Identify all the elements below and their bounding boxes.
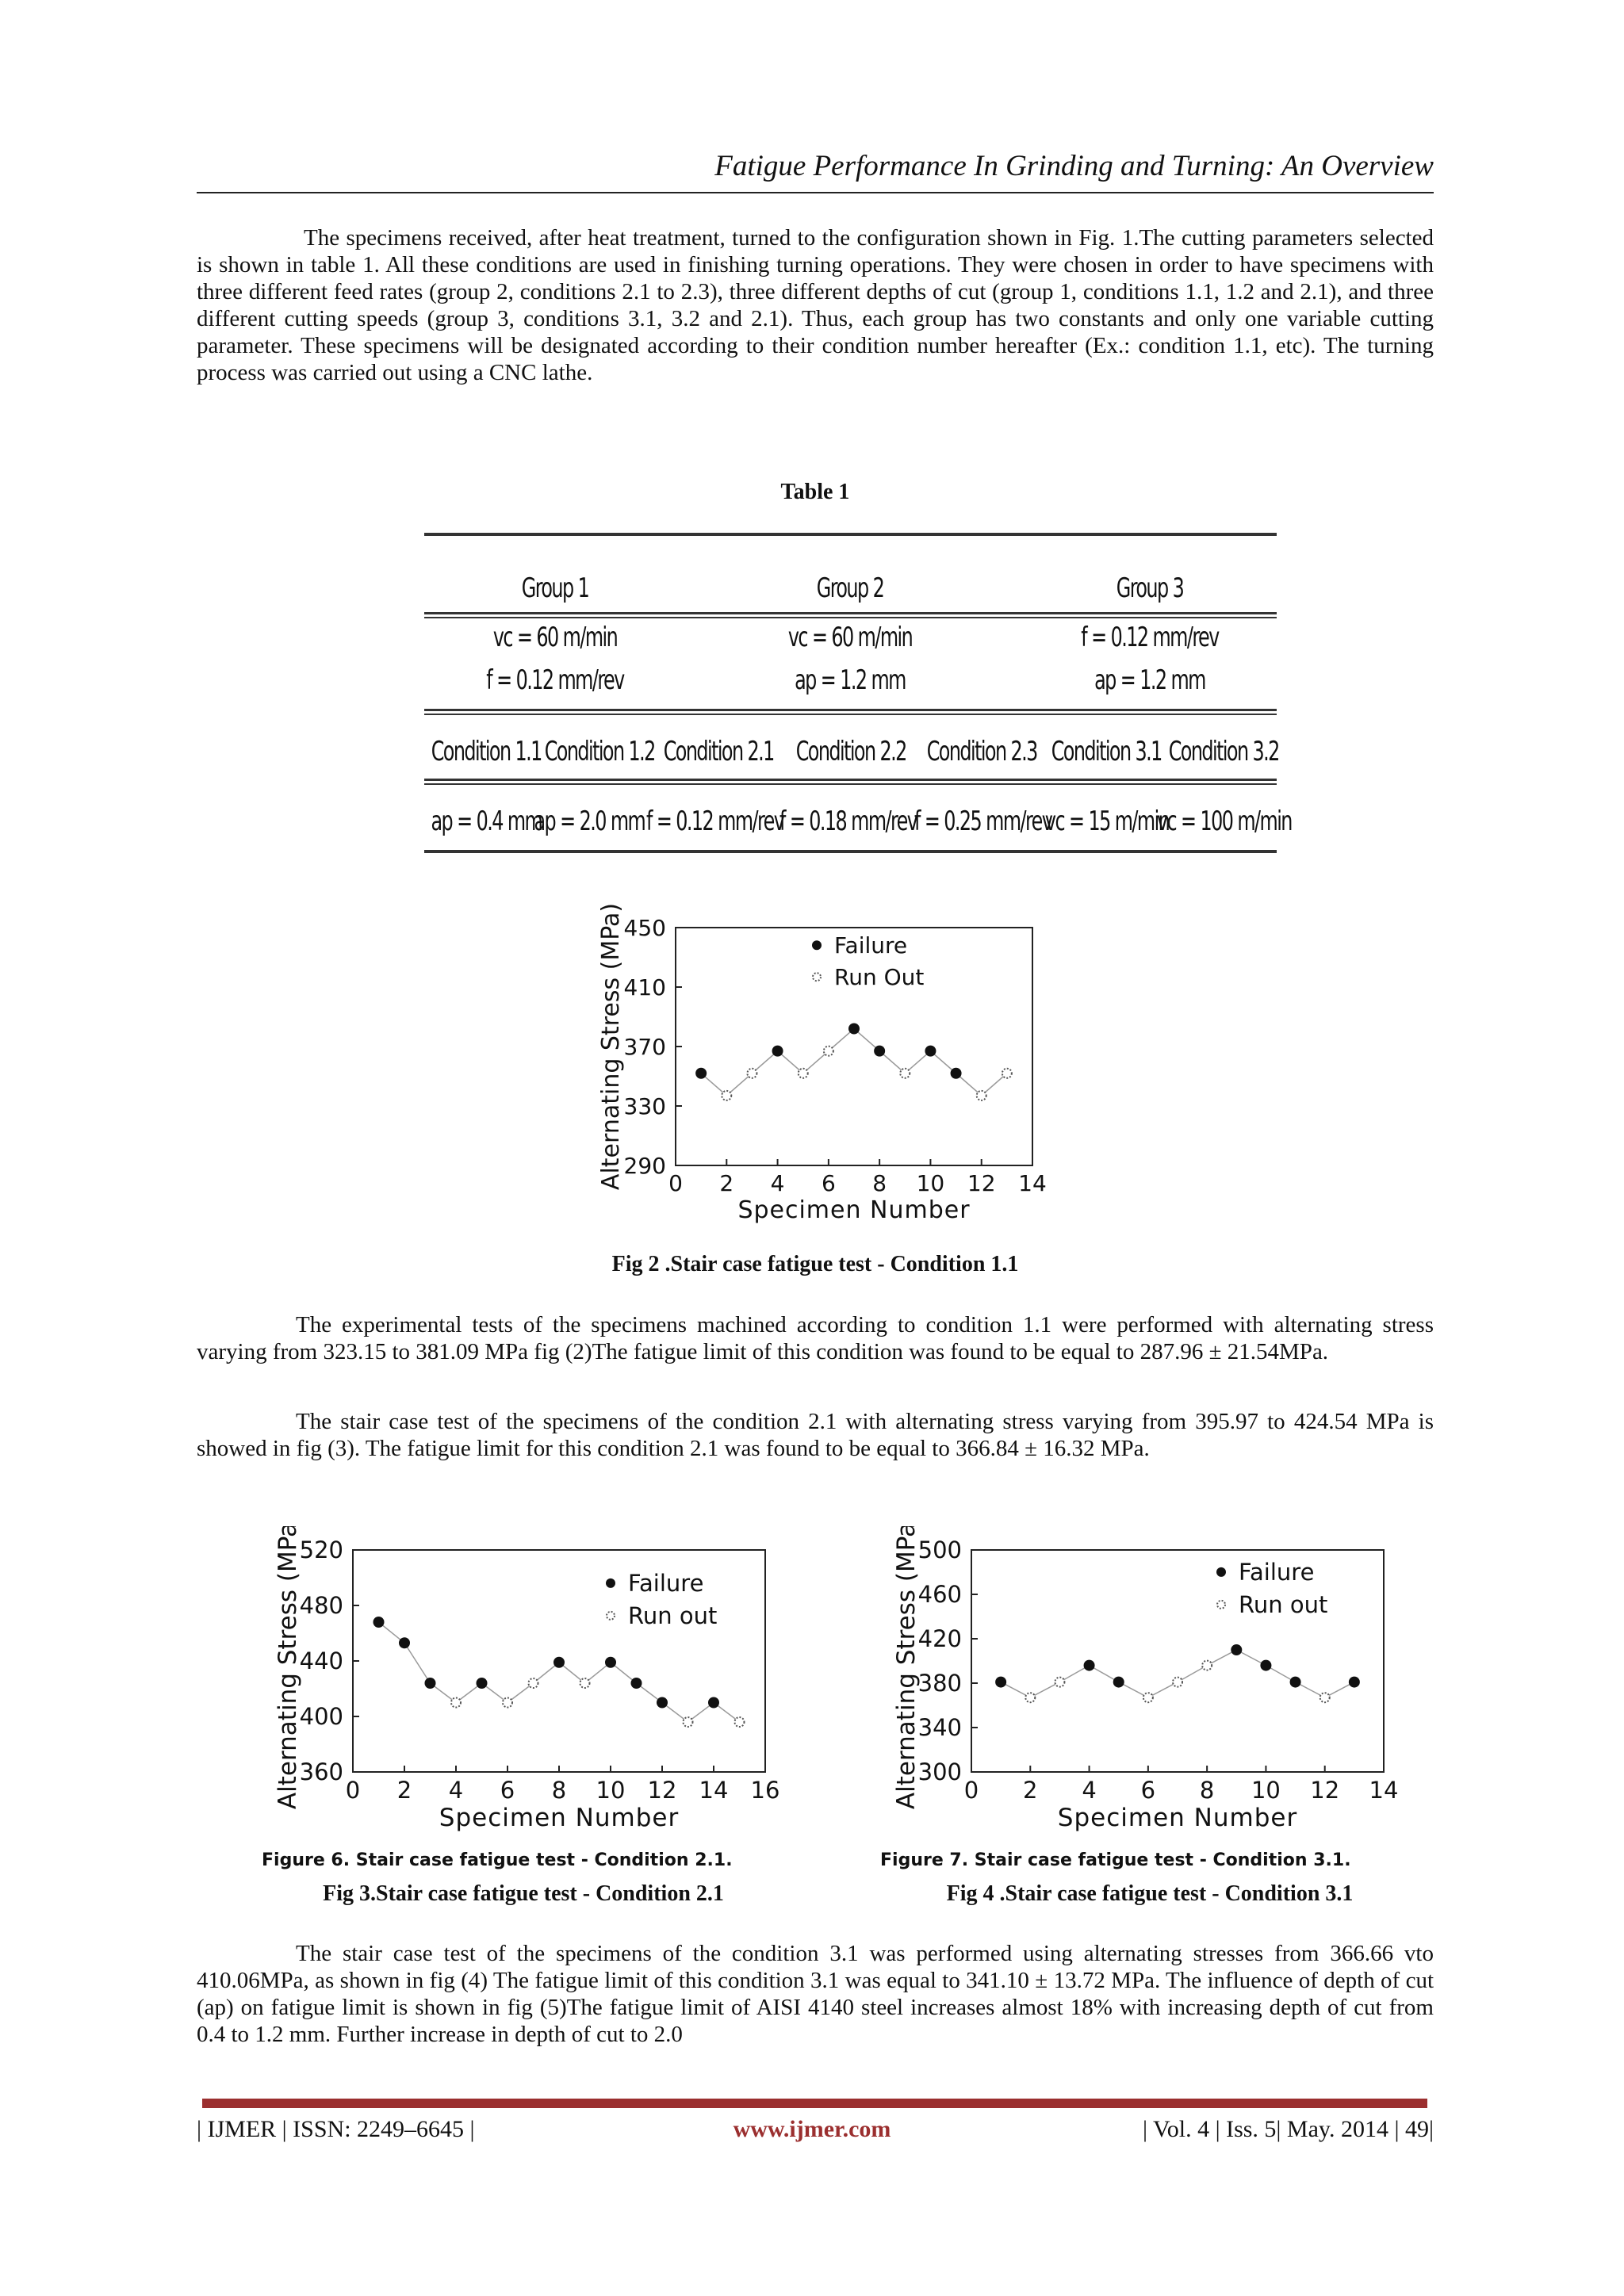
- table-rule: [424, 714, 1277, 715]
- footer-rule: [202, 2099, 1427, 2108]
- table-rule-top: [424, 533, 1277, 536]
- fig3-svg: [246, 1526, 817, 1875]
- table-rule: [424, 612, 1277, 614]
- legend-entry: Run Out: [834, 964, 925, 990]
- condition-label: Condition 2.1: [663, 736, 774, 767]
- x-tick-label: 6: [821, 1170, 836, 1196]
- failure-point: [695, 1068, 707, 1079]
- x-tick-label: 14: [699, 1777, 729, 1804]
- x-axis-label: Specimen Number: [737, 1196, 971, 1224]
- runout-point: [684, 1717, 693, 1727]
- legend-failure-marker: [812, 940, 822, 950]
- y-tick-label: 330: [623, 1093, 666, 1119]
- figure-inner-caption: Figure 7. Stair case fatigue test - Condition 3.1.: [880, 1850, 1351, 1870]
- x-tick-label: 14: [1369, 1777, 1399, 1804]
- failure-point: [874, 1046, 885, 1057]
- condition-value: f = 0.25 mm/rev: [914, 806, 1052, 837]
- x-tick-label: 12: [967, 1170, 996, 1196]
- group-header: Group 3: [1116, 572, 1184, 604]
- paragraph-2: The experimental tests of the specimens machined according to condition 1.1 were performed with alternating stress varying from 323.15 to 381.09 MPa fig (2)The fatigue limit of this condition was found to be equal to 287.96 ± 21.54MPa.: [197, 1312, 1434, 1364]
- x-axis-label: Specimen Number: [1057, 1804, 1298, 1832]
- group-header: Group 2: [816, 572, 884, 604]
- y-tick-label: 290: [623, 1152, 666, 1179]
- staircase-line: [701, 1029, 1007, 1096]
- condition-value: f = 0.18 mm/rev: [779, 806, 917, 837]
- fig4-svg: [864, 1526, 1435, 1875]
- fig3-caption: Fig 3.Stair case fatigue test - Condition 2.1: [323, 1881, 724, 1906]
- failure-point: [1290, 1677, 1301, 1688]
- fig3-chart: [246, 1526, 817, 1875]
- y-tick-label: 480: [299, 1592, 343, 1620]
- footer-journal: | IJMER | ISSN: 2249–6645 |: [197, 2116, 475, 2142]
- x-tick-label: 2: [396, 1777, 412, 1804]
- x-tick-label: 10: [596, 1777, 626, 1804]
- group-param: f = 0.12 mm/rev: [1081, 622, 1219, 653]
- x-tick-label: 6: [1140, 1777, 1156, 1804]
- x-tick-label: 12: [647, 1777, 677, 1804]
- runout-point: [1173, 1678, 1182, 1687]
- x-tick-label: 0: [963, 1777, 979, 1804]
- runout-point: [451, 1698, 461, 1708]
- x-tick-label: 2: [719, 1170, 734, 1196]
- x-tick-label: 10: [916, 1170, 945, 1196]
- footer-website-link[interactable]: www.ijmer.com: [733, 2116, 891, 2142]
- x-tick-label: 8: [1199, 1777, 1215, 1804]
- failure-point: [657, 1697, 668, 1709]
- condition-label: Condition 1.2: [544, 736, 655, 767]
- y-tick-label: 340: [917, 1714, 962, 1742]
- failure-point: [1084, 1660, 1095, 1671]
- x-tick-label: 4: [448, 1777, 464, 1804]
- legend-entry: Run out: [1239, 1591, 1328, 1618]
- failure-point: [605, 1657, 616, 1668]
- x-tick-label: 14: [1018, 1170, 1047, 1196]
- table-rule-bottom: [424, 850, 1277, 853]
- condition-label: Condition 2.3: [926, 736, 1037, 767]
- table-title: Table 1: [780, 480, 850, 504]
- table-1: [424, 533, 1292, 854]
- failure-point: [925, 1046, 936, 1057]
- failure-point: [553, 1657, 565, 1668]
- x-tick-label: 0: [668, 1170, 683, 1196]
- failure-point: [425, 1678, 436, 1689]
- condition-value: f = 0.12 mm/rev: [646, 806, 784, 837]
- staircase-line: [379, 1622, 740, 1722]
- paragraph-1: The specimens received, after heat treatment, turned to the configuration shown in Fig. 1.The cutting parameters selected is shown in table 1. All these conditions are used in finishing turning operations. They were chosen in order to have specimens with three different feed rates (group 2, conditions 2.1 to 2.3), three different depths of cut (group 1, conditions 1.1, 1.2 and 2.1), and three different cutting speeds (group 3, conditions 3.1, 3.2 and 2.1). Thus, each group has two constants and only one variable cutting parameter. These specimens will be designated according to their condition number hereafter (Ex.: condition 1.1, etc). The turning process was carried out using a CNC lathe.: [197, 225, 1434, 385]
- running-header: Fatigue Performance In Grinding and Turning: An Overview: [714, 150, 1434, 182]
- runout-point: [722, 1091, 731, 1100]
- y-tick-label: 360: [299, 1758, 343, 1786]
- group-param: ap = 1.2 mm: [795, 664, 906, 696]
- x-tick-label: 6: [500, 1777, 515, 1804]
- y-tick-label: 400: [299, 1703, 343, 1731]
- x-axis-label: Specimen Number: [439, 1804, 680, 1832]
- fig2-caption: Fig 2 .Stair case fatigue test - Condition 1.1: [611, 1252, 1019, 1276]
- table-rule: [424, 783, 1277, 785]
- x-tick-label: 10: [1251, 1777, 1281, 1804]
- runout-point: [747, 1069, 756, 1078]
- header-rule: [197, 192, 1434, 193]
- failure-point: [631, 1678, 642, 1689]
- failure-point: [1349, 1677, 1360, 1688]
- failure-point: [951, 1068, 962, 1079]
- group-param: ap = 1.2 mm: [1094, 664, 1205, 696]
- runout-point: [799, 1069, 808, 1078]
- failure-point: [1113, 1677, 1124, 1688]
- plot-frame: [971, 1550, 1384, 1772]
- staircase-line: [1001, 1650, 1354, 1697]
- x-tick-label: 8: [872, 1170, 887, 1196]
- runout-point: [1002, 1069, 1012, 1078]
- condition-label: Condition 1.1: [431, 736, 542, 767]
- legend-entry: Failure: [834, 932, 908, 959]
- failure-point: [399, 1637, 410, 1648]
- y-tick-label: 420: [917, 1625, 962, 1653]
- group-header: Group 1: [521, 572, 589, 604]
- y-tick-label: 410: [623, 974, 666, 1001]
- group-param: f = 0.12 mm/rev: [486, 664, 624, 696]
- runout-point: [1025, 1693, 1035, 1702]
- condition-value: ap = 2.0 mm: [534, 806, 645, 837]
- legend-entry: Run out: [628, 1602, 718, 1629]
- y-tick-label: 500: [917, 1536, 962, 1564]
- table-rule: [424, 617, 1277, 618]
- legend-runout-marker: [1217, 1601, 1225, 1609]
- condition-label: Condition 3.1: [1051, 736, 1162, 767]
- fig2-chart: [571, 904, 1094, 1237]
- runout-point: [735, 1717, 745, 1727]
- failure-point: [477, 1678, 488, 1689]
- legend-entry: Failure: [1239, 1559, 1315, 1586]
- y-axis-label: Alternating Stress (MPa): [892, 1526, 921, 1810]
- group-param: vc = 60 m/min: [492, 622, 618, 653]
- x-tick-label: 8: [551, 1777, 567, 1804]
- condition-value: vc = 100 m/min: [1156, 806, 1292, 837]
- failure-point: [1231, 1644, 1242, 1655]
- runout-point: [900, 1069, 910, 1078]
- legend-runout-marker: [813, 973, 821, 981]
- runout-point: [1202, 1661, 1212, 1670]
- footer-volume-page: | Vol. 4 | Iss. 5| May. 2014 | 49|: [1142, 2116, 1434, 2142]
- fig4-chart: [864, 1526, 1435, 1875]
- condition-value: vc = 15 m/min: [1044, 806, 1170, 837]
- failure-point: [373, 1617, 385, 1628]
- runout-point: [503, 1698, 512, 1708]
- x-tick-label: 4: [770, 1170, 785, 1196]
- fig2-svg: [571, 904, 1094, 1237]
- fig4-caption: Fig 4 .Stair case fatigue test - Condition 3.1: [946, 1881, 1354, 1906]
- failure-point: [708, 1697, 719, 1709]
- runout-point: [1320, 1693, 1330, 1702]
- y-axis-label: Alternating Stress (MPa): [274, 1526, 302, 1810]
- legend-failure-marker: [1216, 1567, 1226, 1577]
- x-tick-label: 4: [1082, 1777, 1097, 1804]
- table-rule: [424, 779, 1277, 781]
- y-tick-label: 380: [917, 1670, 962, 1697]
- condition-label: Condition 3.2: [1168, 736, 1279, 767]
- legend-failure-marker: [606, 1578, 615, 1588]
- y-axis-label: Alternating Stress (MPa): [597, 904, 625, 1191]
- runout-point: [529, 1678, 538, 1688]
- condition-value: ap = 0.4 mm: [431, 806, 542, 837]
- group-param: vc = 60 m/min: [787, 622, 913, 653]
- y-tick-label: 450: [623, 914, 666, 941]
- y-tick-label: 520: [299, 1536, 343, 1564]
- runout-point: [977, 1091, 986, 1100]
- y-tick-label: 440: [299, 1647, 343, 1675]
- y-tick-label: 370: [623, 1033, 666, 1060]
- paragraph-3: The stair case test of the specimens of the condition 2.1 with alternating stress varying from 395.97 to 424.54 MPa is showed in fig (3). The fatigue limit for this condition 2.1 was found to be equal to 366.84 ± 16.32 MPa.: [197, 1409, 1434, 1461]
- plot-frame: [676, 928, 1032, 1165]
- failure-point: [995, 1677, 1006, 1688]
- paragraph-4: The stair case test of the specimens of the condition 3.1 was performed using alternating stresses from 366.66 vto 410.06MPa, as shown in fig (4) The fatigue limit of this condition 3.1 was equal to 341.10 ± 13.72 MPa. The influence of depth of cut (ap) on fatigue limit is shown in fig (5)The fatigue limit of AISI 4140 steel increases almost 18% with increasing depth of cut from 0.4 to 1.2 mm. Further increase in depth of cut to 2.0: [197, 1941, 1434, 2047]
- x-tick-label: 16: [750, 1777, 780, 1804]
- y-tick-label: 460: [917, 1581, 962, 1609]
- x-tick-label: 12: [1310, 1777, 1340, 1804]
- failure-point: [772, 1046, 783, 1057]
- x-tick-label: 0: [345, 1777, 361, 1804]
- runout-point: [1143, 1693, 1153, 1702]
- runout-point: [1055, 1678, 1064, 1687]
- condition-label: Condition 2.2: [795, 736, 906, 767]
- table-rule: [424, 709, 1277, 711]
- runout-point: [580, 1678, 590, 1688]
- failure-point: [848, 1024, 860, 1035]
- failure-point: [1260, 1660, 1271, 1671]
- legend-entry: Failure: [628, 1570, 704, 1597]
- y-tick-label: 300: [917, 1758, 962, 1786]
- legend-runout-marker: [607, 1612, 615, 1620]
- x-tick-label: 2: [1023, 1777, 1038, 1804]
- figure-inner-caption: Figure 6. Stair case fatigue test - Condition 2.1.: [262, 1850, 733, 1870]
- runout-point: [824, 1047, 833, 1056]
